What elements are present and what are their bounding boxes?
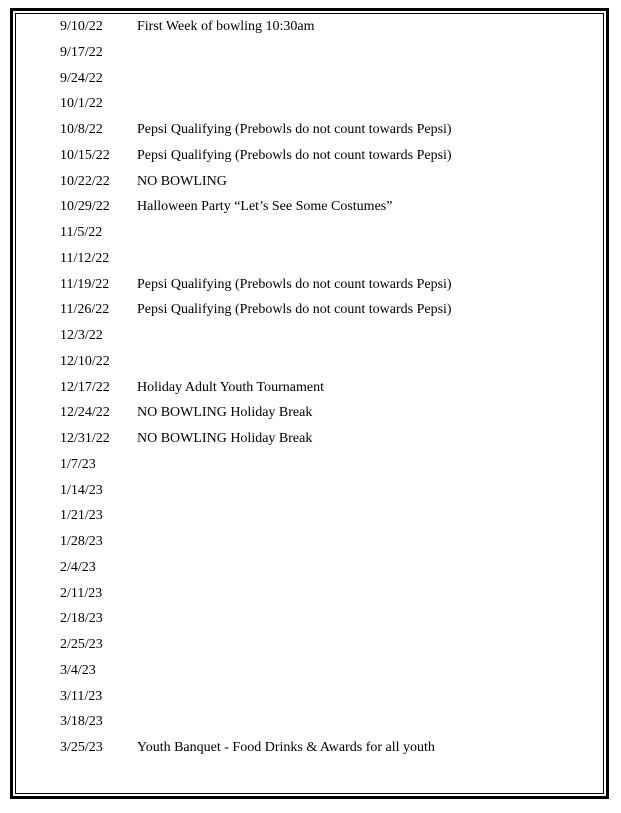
schedule-row xyxy=(0,403,621,429)
schedule-row xyxy=(0,43,621,69)
schedule-event: First Week of bowling 10:30am xyxy=(137,19,315,34)
schedule-event: Pepsi Qualifying (Prebowls do not count towards Pepsi) xyxy=(137,302,452,318)
schedule-date: 10/22/22 xyxy=(60,173,110,189)
schedule-date: 1/7/23 xyxy=(60,456,96,472)
schedule-date: 3/11/23 xyxy=(60,688,103,704)
schedule-event: Youth Banquet - Food Drinks & Awards for all youth xyxy=(137,740,435,755)
schedule-row xyxy=(0,120,621,146)
schedule-date: 12/24/22 xyxy=(60,405,110,421)
schedule-date: 3/25/23 xyxy=(60,740,103,755)
schedule-date: 9/24/22 xyxy=(60,70,103,86)
schedule-date: 9/10/22 xyxy=(60,19,103,34)
schedule-date: 11/5/22 xyxy=(60,225,103,240)
schedule-row xyxy=(0,69,621,95)
schedule-date: 12/31/22 xyxy=(60,431,110,446)
schedule-date: 1/21/23 xyxy=(60,508,103,524)
schedule-row xyxy=(0,712,621,738)
schedule-row xyxy=(0,17,621,43)
schedule-event: Halloween Party “Let’s See Some Costumes” xyxy=(137,199,393,215)
schedule-row xyxy=(0,197,621,223)
schedule-row xyxy=(0,172,621,198)
schedule-date: 10/1/22 xyxy=(60,96,103,112)
schedule-date: 2/25/23 xyxy=(60,637,103,652)
schedule-row xyxy=(0,481,621,507)
schedule-row xyxy=(0,506,621,532)
schedule-event: Pepsi Qualifying (Prebowls do not count towards Pepsi) xyxy=(137,147,452,163)
schedule-event: NO BOWLING xyxy=(137,173,227,189)
bowling-schedule-list xyxy=(0,17,621,764)
schedule-row xyxy=(0,275,621,301)
schedule-event: Holiday Adult Youth Tournament xyxy=(137,379,324,395)
schedule-row xyxy=(0,352,621,378)
schedule-row xyxy=(0,635,621,661)
schedule-date: 12/10/22 xyxy=(60,353,110,369)
schedule-date: 2/11/23 xyxy=(60,585,103,601)
schedule-row xyxy=(0,378,621,404)
schedule-date: 12/17/22 xyxy=(60,379,110,395)
schedule-row xyxy=(0,609,621,635)
schedule-row xyxy=(0,249,621,275)
schedule-row xyxy=(0,532,621,558)
schedule-row xyxy=(0,738,621,764)
schedule-date: 9/17/22 xyxy=(60,44,103,60)
schedule-row xyxy=(0,223,621,249)
schedule-event: NO BOWLING Holiday Break xyxy=(137,405,313,421)
schedule-date: 2/4/23 xyxy=(60,559,96,575)
schedule-row xyxy=(0,687,621,713)
schedule-row xyxy=(0,94,621,120)
schedule-date: 10/29/22 xyxy=(60,199,110,215)
schedule-row xyxy=(0,661,621,687)
schedule-date: 3/18/23 xyxy=(60,714,103,730)
schedule-date: 1/14/23 xyxy=(60,482,103,498)
schedule-event: Pepsi Qualifying (Prebowls do not count towards Pepsi) xyxy=(137,122,452,137)
schedule-date: 10/8/22 xyxy=(60,122,103,137)
schedule-row xyxy=(0,455,621,481)
schedule-row xyxy=(0,146,621,172)
schedule-row xyxy=(0,326,621,352)
schedule-date: 2/18/23 xyxy=(60,611,103,627)
schedule-date: 10/15/22 xyxy=(60,147,110,163)
schedule-event: NO BOWLING Holiday Break xyxy=(137,431,313,446)
schedule-row xyxy=(0,558,621,584)
schedule-event: Pepsi Qualifying (Prebowls do not count towards Pepsi) xyxy=(137,276,452,292)
schedule-row xyxy=(0,300,621,326)
schedule-date: 11/12/22 xyxy=(60,250,110,266)
schedule-row xyxy=(0,429,621,455)
schedule-date: 1/28/23 xyxy=(60,534,103,549)
schedule-date: 12/3/22 xyxy=(60,328,103,343)
schedule-date: 3/4/23 xyxy=(60,662,96,678)
schedule-date: 11/26/22 xyxy=(60,302,110,318)
schedule-row xyxy=(0,584,621,610)
schedule-date: 11/19/22 xyxy=(60,276,110,292)
